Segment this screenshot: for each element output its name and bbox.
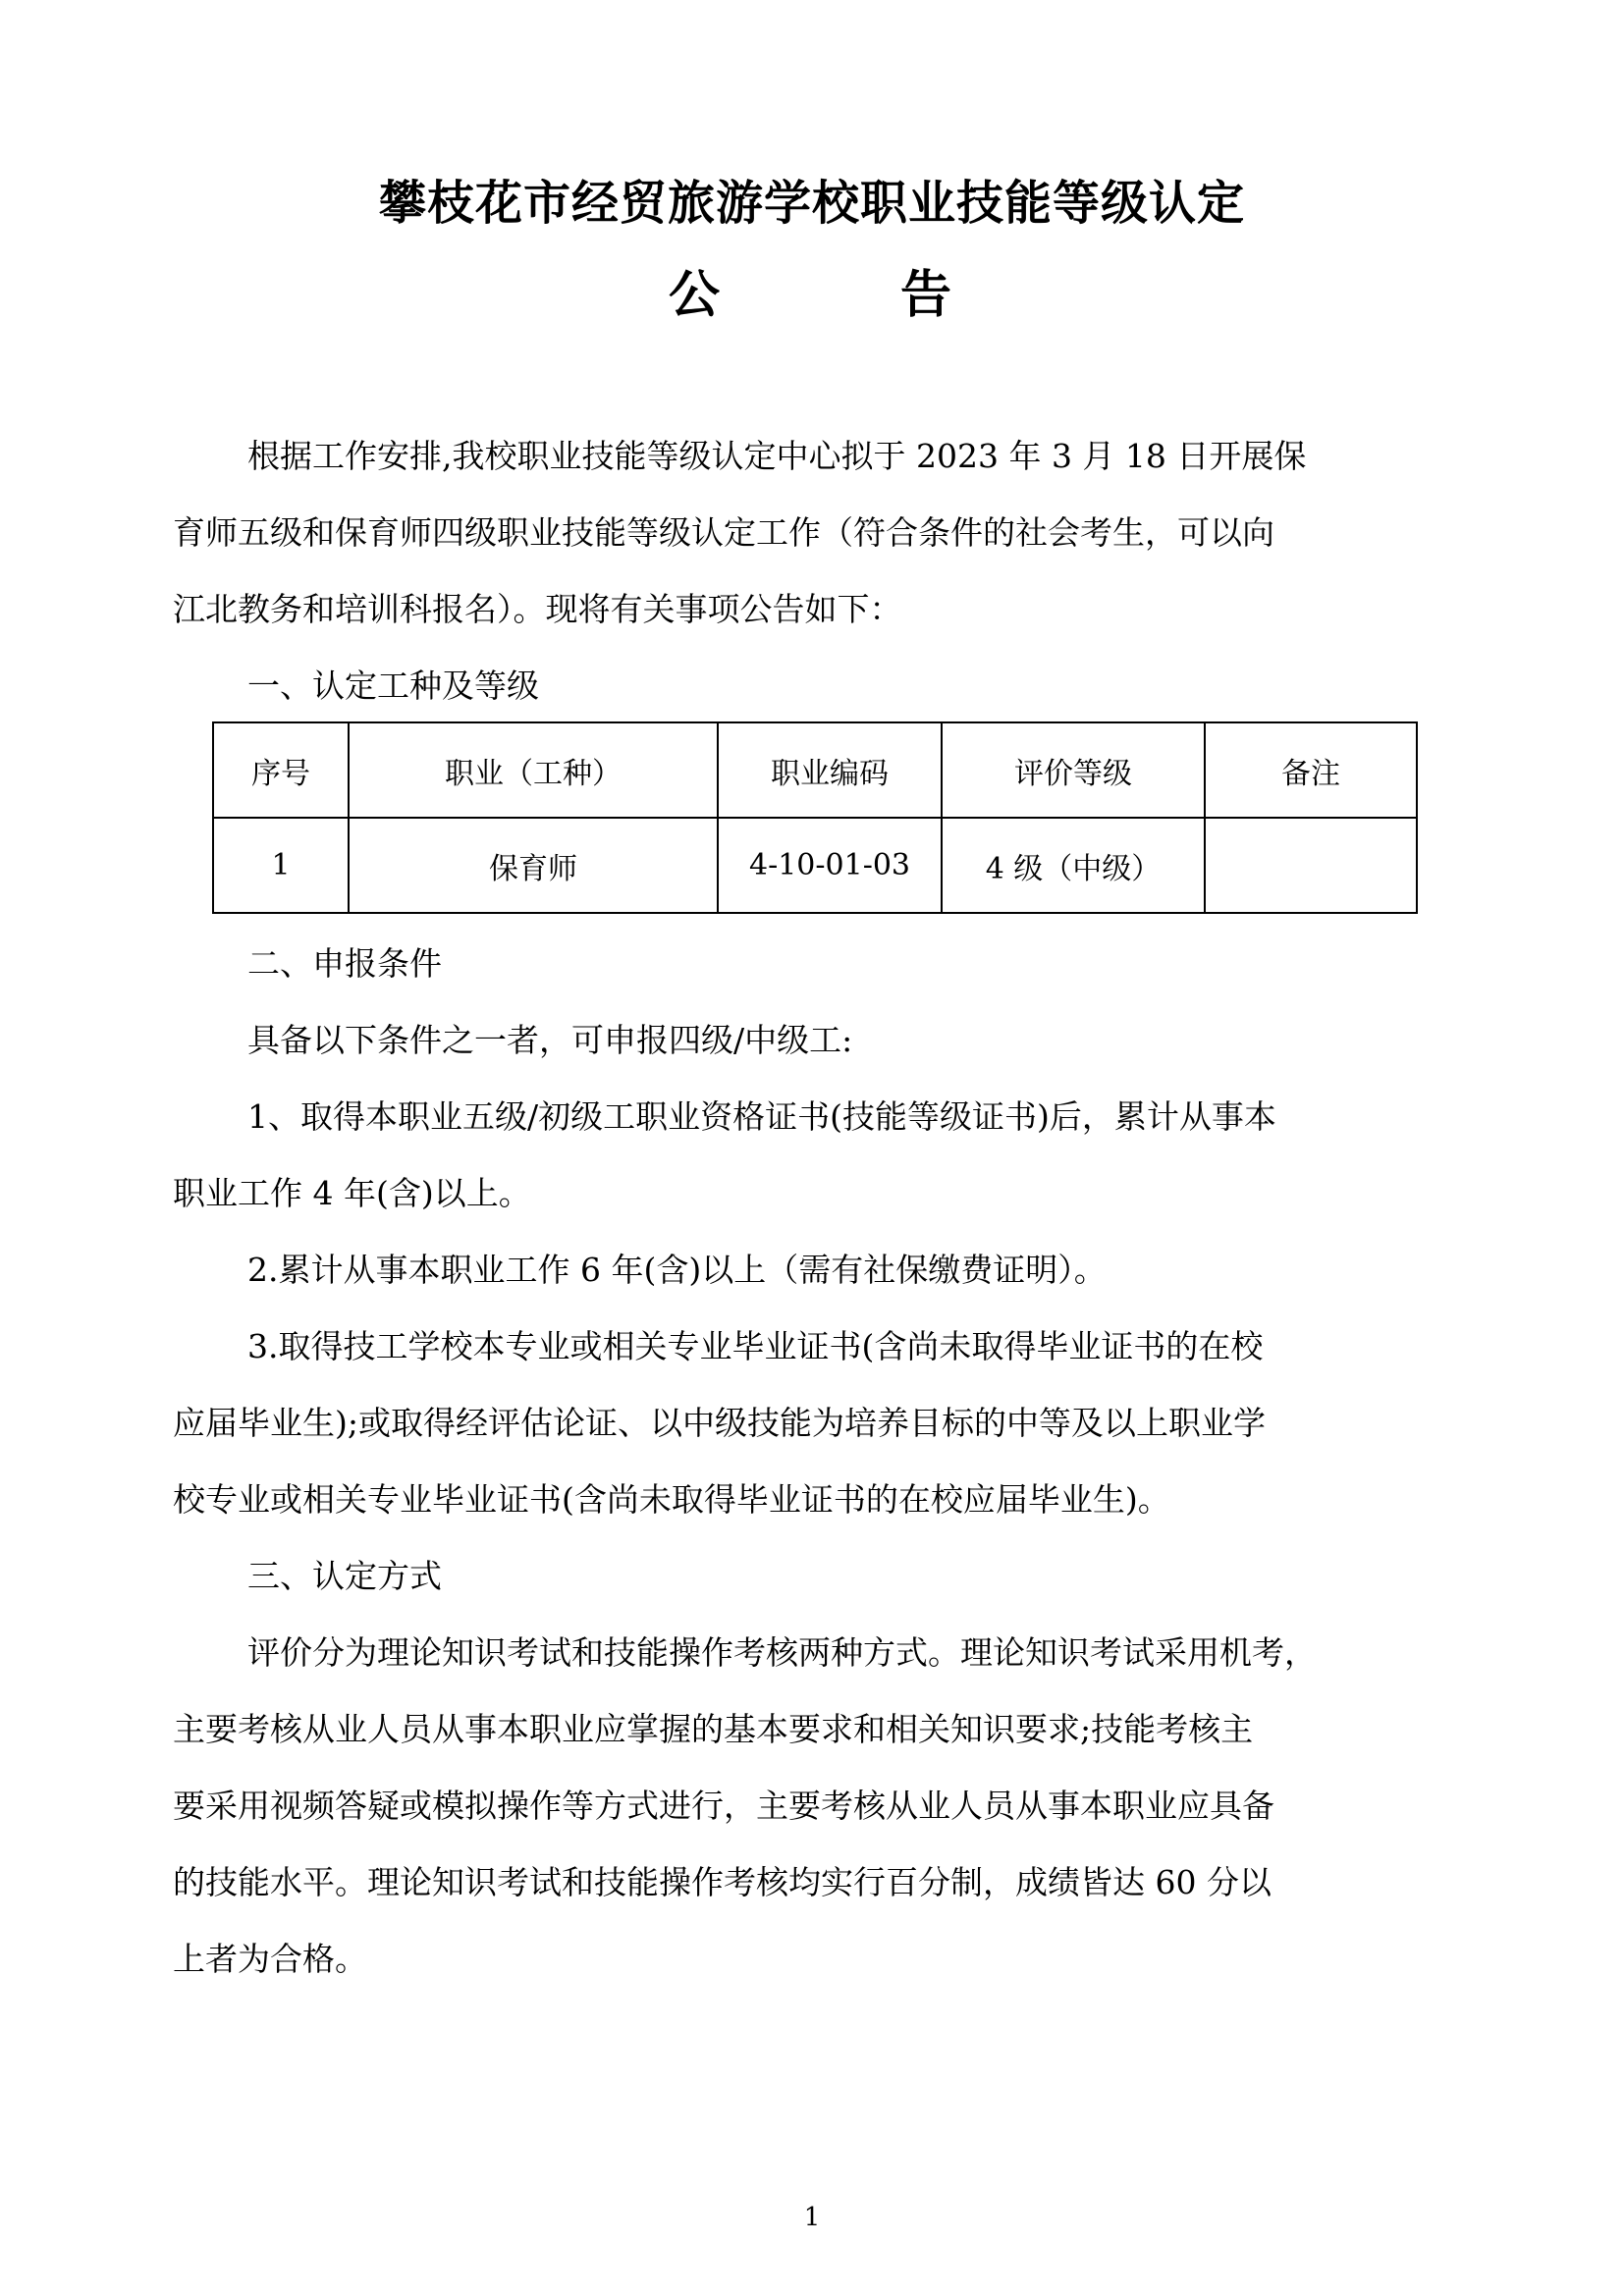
table-header-cell: 序号 (213, 722, 349, 818)
subtitle-char-right: 告 (900, 266, 956, 325)
table-cell: 保育师 (349, 818, 718, 913)
subtitle-char-left: 公 (668, 266, 724, 325)
page-number: 1 (803, 2203, 821, 2232)
section3-line-1: 评价分为理论知识考试和技能操作考核两种方式。理论知识考试采用机考， (247, 1633, 1317, 1672)
section3-line-2: 主要考核从业人员从事本职业应掌握的基本要求和相关知识要求;技能考核主 (173, 1710, 1254, 1748)
table-cell: 1 (213, 818, 349, 913)
condition2: 2.累计从事本职业工作 6 年(含)以上（需有社保缴费证明）。 (247, 1251, 1107, 1289)
section3-line-3: 要采用视频答疑或模拟操作等方式进行，主要考核从业人员从事本职业应具备 (173, 1787, 1274, 1825)
table-cell (1205, 818, 1417, 913)
condition3-line-1: 3.取得技工学校本专业或相关专业毕业证书(含尚未取得毕业证书的在校 (247, 1327, 1264, 1365)
condition3-line-3: 校专业或相关专业毕业证书(含尚未取得毕业证书的在校应届毕业生)。 (173, 1480, 1170, 1519)
section2-heading: 二、申报条件 (247, 944, 442, 983)
section3-heading: 三、认定方式 (247, 1557, 442, 1595)
intro-line-2: 育师五级和保育师四级职业技能等级认定工作（符合条件的社会考生，可以向 (173, 513, 1274, 552)
condition1-line-2: 职业工作 4 年(含)以上。 (173, 1174, 531, 1212)
section3-line-4: 的技能水平。理论知识考试和技能操作考核均实行百分制，成绩皆达 60 分以 (173, 1863, 1272, 1901)
section1-heading: 一、认定工种及等级 (247, 667, 539, 705)
table-cell: 4-10-01-03 (718, 818, 942, 913)
certification-table (212, 721, 1418, 914)
condition1-line-1: 1、取得本职业五级/初级工职业资格证书(技能等级证书)后，累计从事本 (247, 1097, 1276, 1136)
table-header-cell: 职业（工种） (349, 722, 718, 818)
table-header-cell: 评价等级 (942, 722, 1205, 818)
table-header-row (213, 722, 1417, 818)
condition3-line-2: 应届毕业生);或取得经评估论证、以中级技能为培养目标的中等及以上职业学 (173, 1404, 1266, 1442)
table-row (213, 818, 1417, 913)
intro-line-3: 江北教务和培训科报名）。现将有关事项公告如下： (173, 590, 902, 628)
section3-line-5: 上者为合格。 (173, 1940, 367, 1978)
table-header-cell: 备注 (1205, 722, 1417, 818)
section2-lead: 具备以下条件之一者，可申报四级/中级工: (247, 1021, 853, 1059)
table-cell: 4 级（中级） (942, 818, 1205, 913)
table-header-cell: 职业编码 (718, 722, 942, 818)
document-subtitle (0, 253, 1624, 327)
intro-line-1: 根据工作安排,我校职业技能等级认定中心拟于 2023 年 3 月 18 日开展保 (247, 437, 1307, 475)
document-title: 攀枝花市经贸旅游学校职业技能等级认定 (378, 176, 1245, 231)
